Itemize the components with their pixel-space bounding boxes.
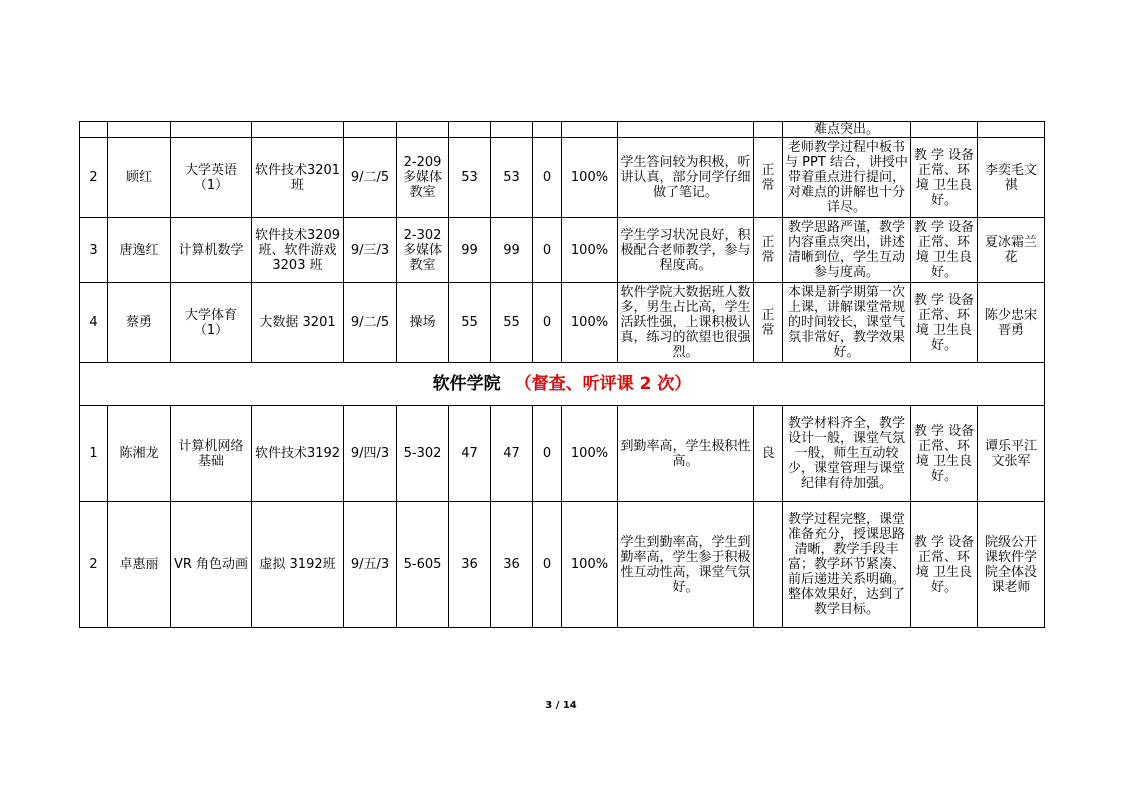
room-cell: 2-209多媒体教室 bbox=[397, 138, 449, 218]
student-eval-cell: 学生学习状况良好，积极配合老师教学，参与程度高。 bbox=[618, 218, 754, 283]
teacher-cell: 顾红 bbox=[108, 138, 171, 218]
rate-cell: 100% bbox=[562, 218, 618, 283]
student-eval-cell: 学生答问较为积极，听讲认真，部分同学仔细做了笔记。 bbox=[618, 138, 754, 218]
room-cell: 2-302多媒体教室 bbox=[397, 218, 449, 283]
facility-cell: 教 学 设备正常、环 境 卫生良好。 bbox=[911, 406, 978, 502]
status-cell: 良 bbox=[754, 406, 783, 502]
table-row bbox=[80, 122, 1045, 138]
course-cell: 计算机数学 bbox=[171, 218, 252, 283]
section-title: 软件学院 bbox=[432, 373, 501, 394]
table-row bbox=[80, 406, 1045, 502]
class-cell: 软件技术3201 班 bbox=[252, 138, 344, 218]
teacher-cell: 陈湘龙 bbox=[108, 406, 171, 502]
table-row bbox=[80, 218, 1045, 283]
time-cell: 9/二/5 bbox=[344, 283, 397, 363]
actual-cell: 36 bbox=[491, 502, 533, 628]
table-row bbox=[80, 138, 1045, 218]
teacher-cell: 唐逸红 bbox=[108, 218, 171, 283]
page-number: 3 / 14 bbox=[545, 700, 577, 711]
rate-cell: 100% bbox=[562, 138, 618, 218]
absent-cell: 0 bbox=[533, 218, 562, 283]
expected-cell: 47 bbox=[449, 406, 491, 502]
status-cell bbox=[754, 502, 783, 628]
absent-cell: 0 bbox=[533, 283, 562, 363]
expected-cell: 36 bbox=[449, 502, 491, 628]
observer-cell: 谭乐平江文张军 bbox=[978, 406, 1045, 502]
teaching-eval-cell: 教学思路严谨，教学内容重点突出，讲述清晰到位，学生互动参与度高。 bbox=[783, 218, 911, 283]
teaching-eval-cell: 难点突出。 bbox=[783, 122, 911, 138]
table-row bbox=[80, 502, 1045, 628]
absent-cell: 0 bbox=[533, 502, 562, 628]
course-cell: 大学英语（1） bbox=[171, 138, 252, 218]
time-cell: 9/四/3 bbox=[344, 406, 397, 502]
student-eval-cell: 软件学院大数据班人数多，男生占比高，学生活跃性强，上课积极认真，练习的欲望也很强烈。 bbox=[618, 283, 754, 363]
observer-cell: 李奕毛文祺 bbox=[978, 138, 1045, 218]
facility-cell: 教 学 设备正常、环 境 卫生良好。 bbox=[911, 218, 978, 283]
status-cell: 正常 bbox=[754, 218, 783, 283]
observer-cell: 夏冰霜兰花 bbox=[978, 218, 1045, 283]
teaching-eval-cell: 老师教学过程中板书与 PPT 结合，讲授中带着重点进行提问，对难点的讲解也十分详尽。 bbox=[783, 138, 911, 218]
absent-cell: 0 bbox=[533, 406, 562, 502]
rate-cell: 100% bbox=[562, 502, 618, 628]
teaching-eval-cell: 本课是新学期第一次上课，讲解课堂常规的时间较长，课堂气氛非常好，教学效果好。 bbox=[783, 283, 911, 363]
actual-cell: 47 bbox=[491, 406, 533, 502]
row-number: 2 bbox=[80, 502, 108, 628]
time-cell: 9/五/3 bbox=[344, 502, 397, 628]
room-cell: 5-302 bbox=[397, 406, 449, 502]
time-cell: 9/二/5 bbox=[344, 138, 397, 218]
observer-cell: 院级公开课软件学院全体没课老师 bbox=[978, 502, 1045, 628]
course-cell: VR 角色动画 bbox=[171, 502, 252, 628]
facility-cell: 教 学 设备正常、环 境 卫生良好。 bbox=[911, 283, 978, 363]
actual-cell: 99 bbox=[491, 218, 533, 283]
actual-cell: 53 bbox=[491, 138, 533, 218]
expected-cell: 55 bbox=[449, 283, 491, 363]
observer-cell: 陈少忠宋晋勇 bbox=[978, 283, 1045, 363]
actual-cell: 55 bbox=[491, 283, 533, 363]
rate-cell: 100% bbox=[562, 406, 618, 502]
class-cell: 虚拟 3192班 bbox=[252, 502, 344, 628]
expected-cell: 53 bbox=[449, 138, 491, 218]
teaching-eval-cell: 教学过程完整，课堂准备充分，授课思路清晰，教学手段丰富；教学环节紧凑、前后递进关系明确。整体效果好，达到了教学目标。 bbox=[783, 502, 911, 628]
room-cell: 5-605 bbox=[397, 502, 449, 628]
row-number: 4 bbox=[80, 283, 108, 363]
student-eval-cell: 到勤率高，学生极积性高。 bbox=[618, 406, 754, 502]
row-number: 3 bbox=[80, 218, 108, 283]
rate-cell: 100% bbox=[562, 283, 618, 363]
section-header-row bbox=[80, 363, 1045, 406]
student-eval-cell: 学生到勤率高，学生到勤率高，学生参于积极性互动性高，课堂气氛好。 bbox=[618, 502, 754, 628]
teacher-cell: 蔡勇 bbox=[108, 283, 171, 363]
status-cell: 正常 bbox=[754, 283, 783, 363]
room-cell: 操场 bbox=[397, 283, 449, 363]
class-cell: 大数据 3201 bbox=[252, 283, 344, 363]
time-cell: 9/三/3 bbox=[344, 218, 397, 283]
status-cell: 正常 bbox=[754, 138, 783, 218]
row-number: 1 bbox=[80, 406, 108, 502]
row-number: 2 bbox=[80, 138, 108, 218]
inspection-table bbox=[79, 121, 1045, 628]
facility-cell: 教 学 设备正常、环 境 卫生良好。 bbox=[911, 502, 978, 628]
class-cell: 软件技术3192 bbox=[252, 406, 344, 502]
expected-cell: 99 bbox=[449, 218, 491, 283]
table-row bbox=[80, 283, 1045, 363]
course-cell: 大学体育（1） bbox=[171, 283, 252, 363]
absent-cell: 0 bbox=[533, 138, 562, 218]
class-cell: 软件技术3209 班、软件游戏 3203 班 bbox=[252, 218, 344, 283]
teaching-eval-cell: 教学材料齐全，教学设计一般，课堂气氛一般，师生互动较少，课堂管理与课堂纪律有待加强。 bbox=[783, 406, 911, 502]
section-note: （督查、听评课 2 次） bbox=[514, 373, 692, 394]
section-header bbox=[80, 363, 1045, 406]
teacher-cell: 卓惠丽 bbox=[108, 502, 171, 628]
facility-cell: 教 学 设备正常、环 境 卫生良好。 bbox=[911, 138, 978, 218]
course-cell: 计算机网络基础 bbox=[171, 406, 252, 502]
